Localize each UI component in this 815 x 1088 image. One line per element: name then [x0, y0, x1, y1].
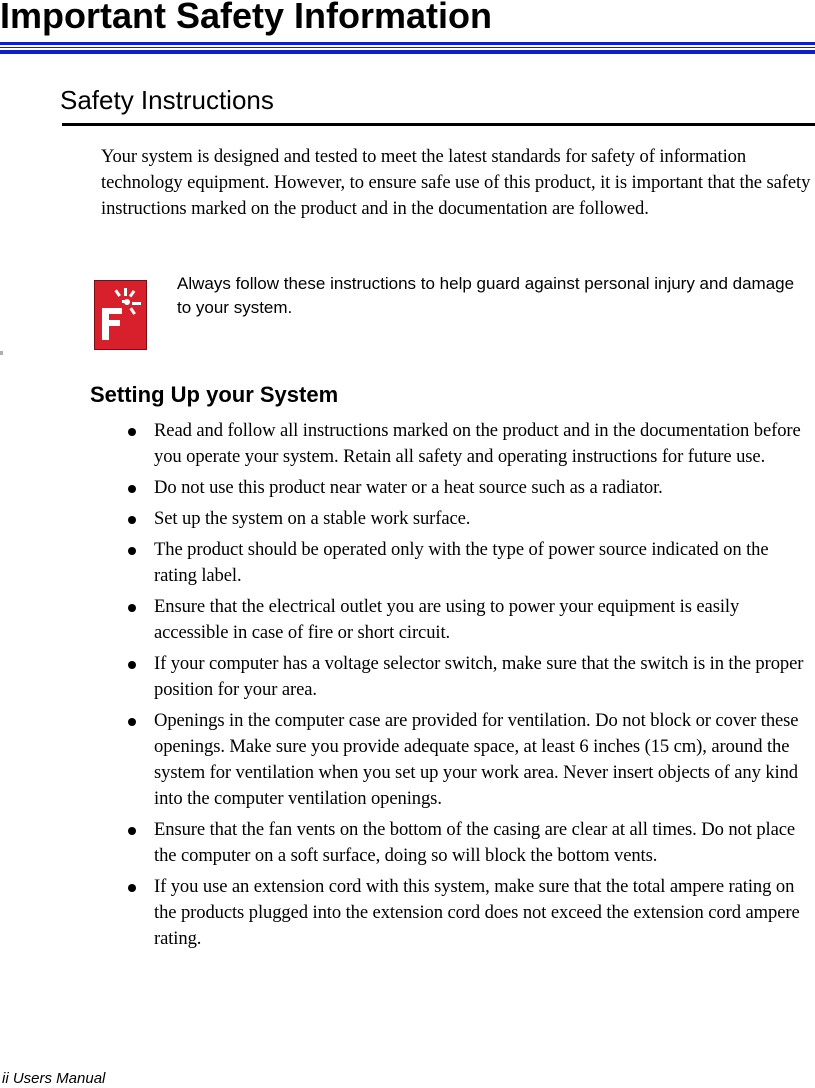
subsection-heading: Setting Up your System: [90, 382, 339, 407]
bullet-icon: [128, 604, 136, 612]
margin-mark: [0, 351, 3, 355]
title-double-rule: [0, 42, 815, 58]
bullet-icon: [128, 661, 136, 669]
list-item: Ensure that the electrical outlet you are using to power your equipment is easily accessible in case of fire or short circuit.: [126, 594, 815, 646]
list-item: Openings in the computer case are provided for ventilation. Do not block or cover these openings. Make sure you provide adequate space, at least 6 inches (15 cm), around the system for ventilation when you set up your work area. Never insert objects of any kind into the computer ventilation openings.: [126, 708, 815, 812]
warning-note: Always follow these instructions to help guard against personal injury and damage to your system.: [177, 274, 795, 317]
bullet-icon: [128, 547, 136, 555]
list-item: The product should be operated only with the type of power source indicated on the rating label.: [126, 537, 815, 589]
warning-explosion-icon: [94, 280, 147, 350]
bullet-icon: [128, 428, 136, 436]
section-heading: Safety Instructions: [60, 85, 274, 115]
bullet-icon: [128, 718, 136, 726]
list-item: Ensure that the fan vents on the bottom of the casing are clear at all times. Do not place the computer on a soft surface, doing so will block the bottom vents.: [126, 817, 815, 869]
bullet-icon: [128, 884, 136, 892]
bullet-icon: [128, 827, 136, 835]
list-item: Set up the system on a stable work surface.: [126, 506, 815, 532]
page-footer: ii Users Manual: [2, 1070, 106, 1087]
page-title: Important Safety Information: [0, 0, 493, 36]
safety-bullet-list: [126, 418, 815, 952]
list-item: Do not use this product near water or a heat source such as a radiator.: [126, 475, 815, 501]
bullet-icon: [128, 485, 136, 493]
list-item: Read and follow all instructions marked on the product and in the documentation before you operate your system. Retain all safety and operating instructions for future use.: [126, 418, 815, 470]
section-divider: [62, 123, 815, 126]
list-item: If you use an extension cord with this system, make sure that the total ampere rating on the products plugged into the extension cord does not exceed the extension cord ampere rating.: [126, 874, 815, 952]
bullet-icon: [128, 516, 136, 524]
list-item: If your computer has a voltage selector switch, make sure that the switch is in the proper position for your area.: [126, 651, 815, 703]
intro-paragraph: Your system is designed and tested to meet the latest standards for safety of information technology equipment. However, to ensure safe use of this product, it is important that the safety instructions marked on the product and in the documentation are followed.: [101, 146, 811, 219]
